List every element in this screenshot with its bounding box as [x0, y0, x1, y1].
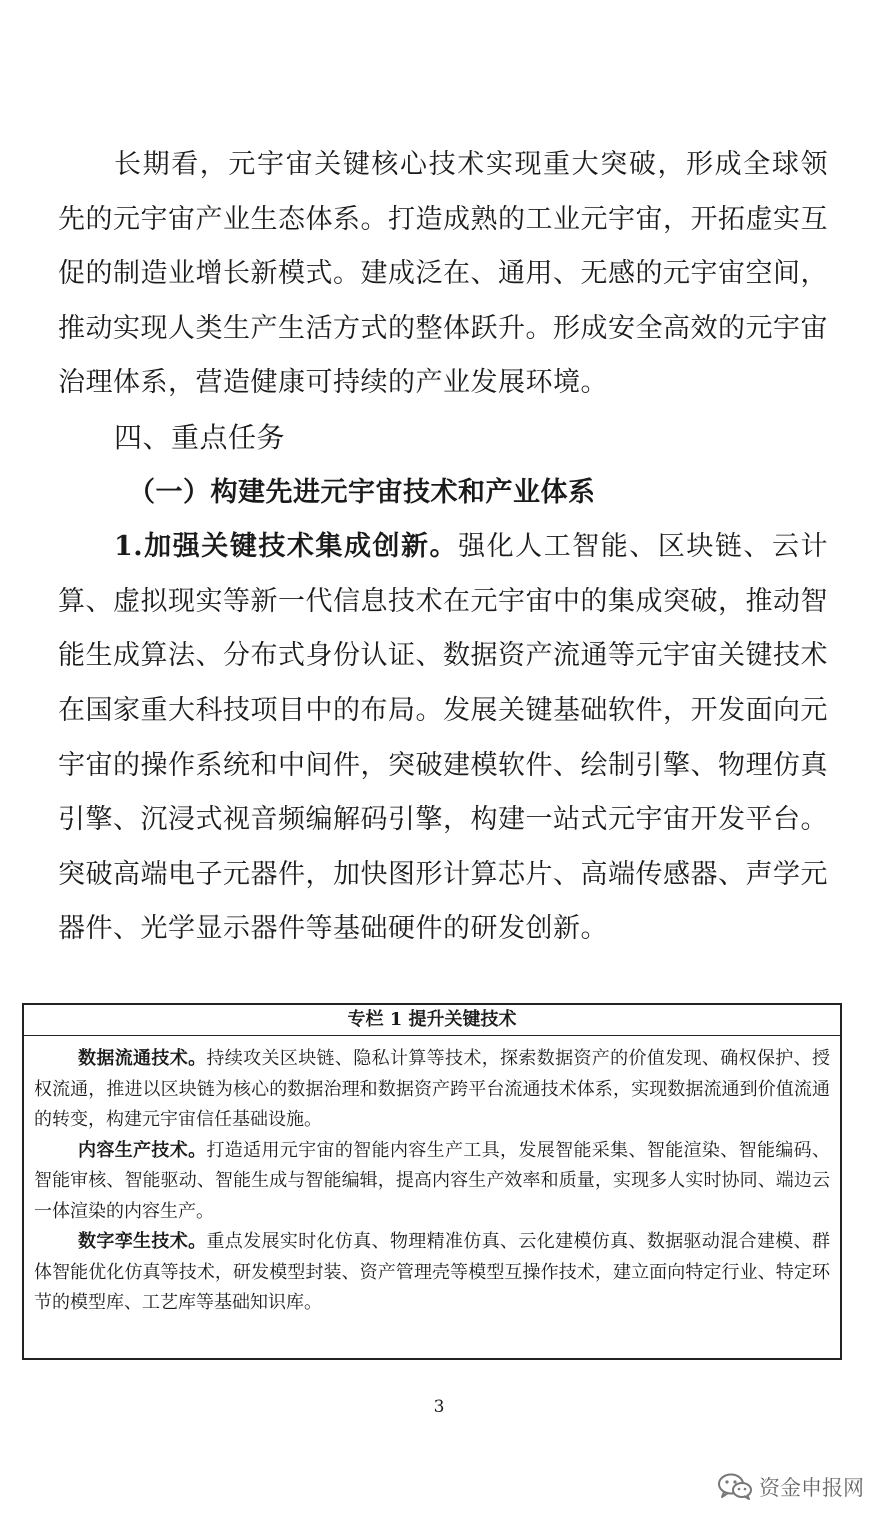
box-item-lead: 内容生产技术。: [78, 1139, 207, 1161]
subheading-tech-system: （一）构建先进元宇宙技术和产业体系: [128, 476, 596, 508]
box-item-lead: 数据流通技术。: [78, 1048, 207, 1069]
box-item-lead: 数字孪生技术。: [78, 1231, 207, 1252]
box-item-text: 打造适用元宇宙的智能内容生产工具，发展智能采集、智能渲染、智能编码、智能审核、智能驱动、智能生成与智能编辑，提高内容生产效率和质量，实现多人实时协同、端边云一体渲染的内容生产。: [34, 1139, 830, 1222]
paragraph-tech-integration: [58, 520, 828, 957]
box-body: [24, 1036, 840, 1319]
paragraph-outlook: 长期看，元宇宙关键核心技术实现重大突破，形成全球领先的元宇宙产业生态体系。打造成熟的工业元宇宙，开拓虚实互促的制造业增长新模式。建成泛在、通用、无感的元宇宙空间，推动实现人类生产生活方式的整体跃升。形成安全高效的元宇宙治理体系，营造健康可持续的产业发展环境。: [58, 149, 828, 399]
box-item-data-circulation: [34, 1044, 830, 1136]
box-item-content-production: [34, 1136, 830, 1228]
watermark: [717, 1467, 864, 1507]
paragraph-body: 强化人工智能、区块链、云计算、虚拟现实等新一代信息技术在元宇宙中的集成突破，推动智能生成算法、分布式身份认证、数据资产流通等元宇宙关键技术在国家重大科技项目中的布局。发展关键基础软件，开发面向元宇宙的操作系统和中间件，突破建模软件、绘制引擎、物理仿真引擎、沉浸式视音频编解码引擎，构建一站式元宇宙开发平台。突破高端电子元器件，加快图形计算芯片、高端传感器、声学元器件、光学显示器件等基础硬件的研发创新。: [58, 531, 828, 945]
paragraph-lead: 1.加强关键技术集成创新。: [114, 531, 459, 563]
box-item-digital-twin: [34, 1227, 830, 1319]
wechat-icon: [717, 1472, 753, 1502]
box-title: 专栏 1 提升关键技术: [24, 1005, 840, 1036]
watermark-text: 资金申报网: [759, 1476, 864, 1500]
box-item-text: 重点发展实时化仿真、物理精准仿真、云化建模仿真、数据驱动混合建模、群体智能优化仿真等技术，研发模型封装、资产管理壳等模型互操作技术，建立面向特定行业、特定环节的模型库、工艺库等基础知识库。: [34, 1231, 830, 1313]
sidebar-box-key-tech: [22, 1003, 842, 1360]
box-item-text: 持续攻关区块链、隐私计算等技术，探索数据资产的价值发现、确权保护、授权流通，推进以区块链为核心的数据治理和数据资产跨平台流通技术体系，实现数据流通到价值流通的转变，构建元宇宙信任基础设施。: [34, 1048, 830, 1130]
heading-key-tasks: 四、重点任务: [114, 420, 286, 454]
body-text: [58, 138, 828, 957]
page-number: 3: [433, 1397, 445, 1417]
